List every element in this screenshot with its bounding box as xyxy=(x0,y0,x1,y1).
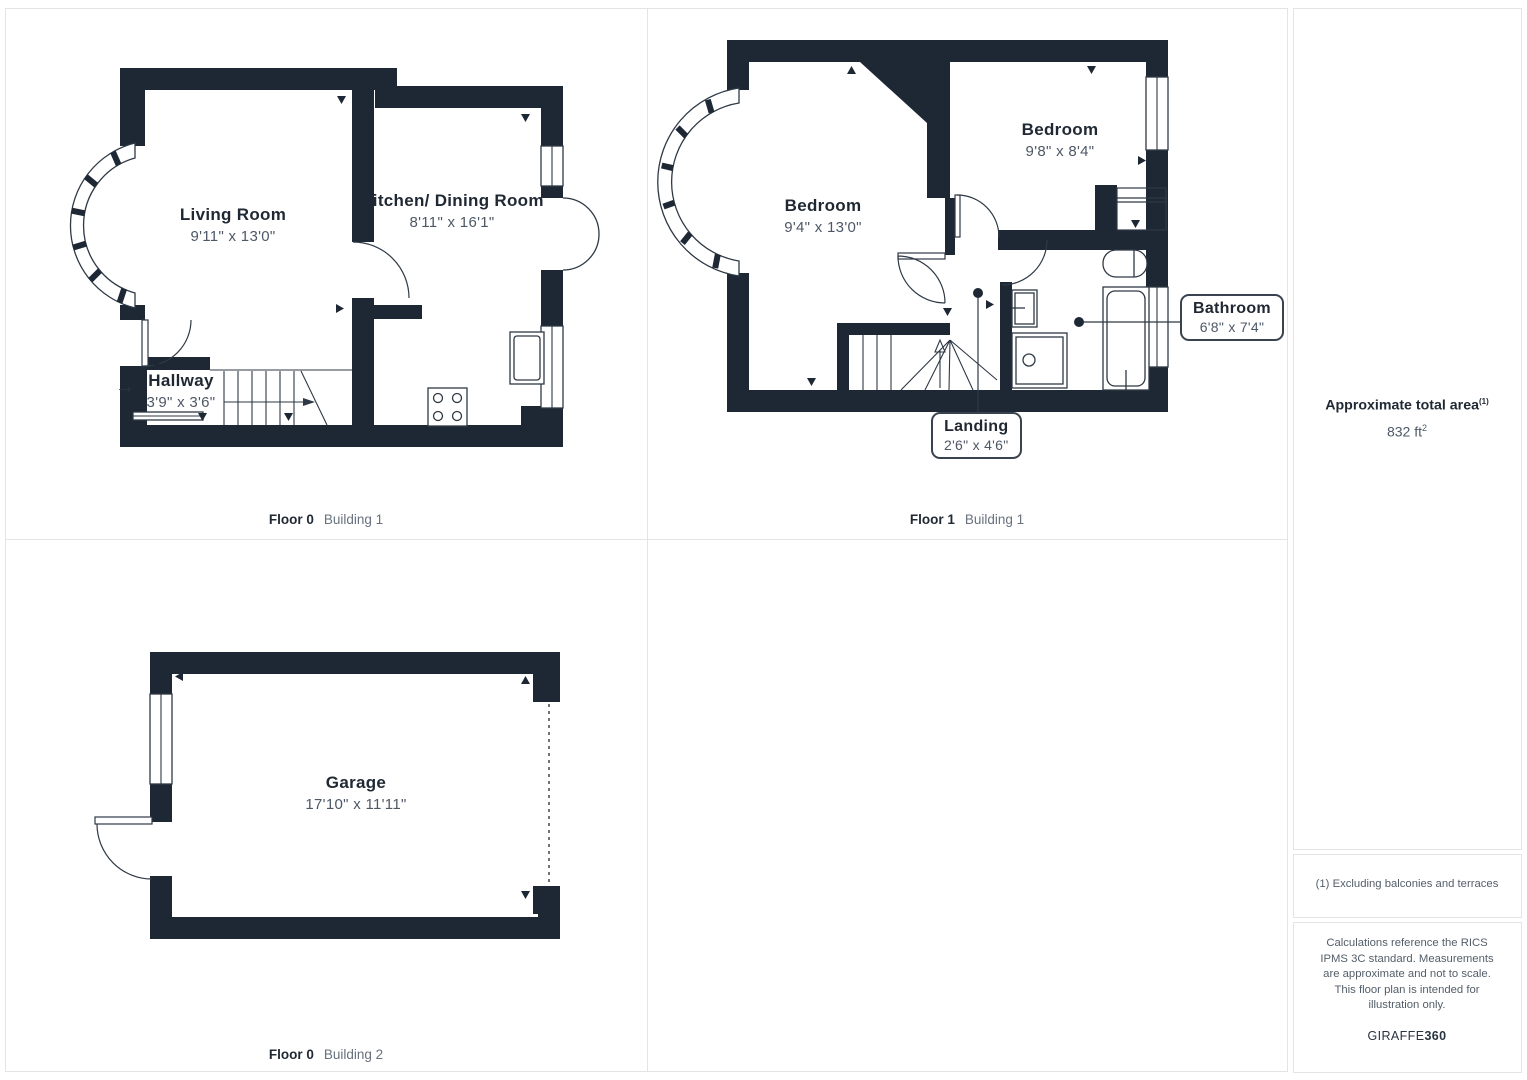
stove xyxy=(428,388,467,426)
entry-door-leaf xyxy=(142,320,148,366)
floor-label-floor0-building1: Floor 0 Building 1 xyxy=(268,512,384,527)
floor-label-floor1-building1: Floor 1 Building 1 xyxy=(909,512,1025,527)
bay-window xyxy=(70,143,135,308)
bedroom2-door-arc xyxy=(957,195,999,237)
kitchen-door-arc xyxy=(353,242,409,298)
giraffe360-logo: GIRAFFE360 xyxy=(1367,1029,1447,1043)
room-label-garage: Garage 17'10" x 11'11" xyxy=(305,773,407,813)
bay-window xyxy=(658,88,739,276)
total-area-block xyxy=(1293,397,1521,439)
bedroom1-door-arc xyxy=(898,256,945,303)
room-tag-bathroom: Bathroom 6'8" x 7'4" xyxy=(1180,294,1284,341)
entry-arrow-icon: → xyxy=(115,376,135,398)
toilet xyxy=(1103,250,1147,277)
floorplan-floor1-building1 xyxy=(647,8,1288,539)
area-footnote: (1) Excluding balconies and terraces xyxy=(1315,878,1499,890)
room-label-bedroom-2: Bedroom 9'8" x 8'4" xyxy=(1021,120,1099,160)
disclaimer-text: Calculations reference the RICS IPMS 3C standard. Measurements are approximate and not to scale. This floor plan is intended for illustration only. xyxy=(1320,937,1494,1011)
total-area-footnote-ref: (1) xyxy=(1478,397,1489,406)
room-label-kitchen-dining: Kitchen/ Dining Room 8'11" x 16'1" xyxy=(360,191,544,231)
floorplan-floor0-building1 xyxy=(5,8,647,539)
floor-label-floor0-building2: Floor 0 Building 2 xyxy=(268,1047,384,1062)
stairs xyxy=(863,335,997,390)
total-area-title: Approximate total area$^{(1)}$ xyxy=(1325,397,1489,414)
garage-side-door-leaf xyxy=(95,817,152,824)
total-area-value: 832 $ft^2$ xyxy=(1386,422,1428,440)
stairs xyxy=(210,370,352,425)
room-label-hallway: Hallway 3'9" x 3'6" xyxy=(146,371,216,411)
room-label-living-room: Living Room 9'11" x 13'0" xyxy=(179,205,287,245)
room-label-bedroom-1: Bedroom 9'4" x 13'0" xyxy=(784,196,862,236)
room-tag-landing: Landing 2'6" x 4'6" xyxy=(931,412,1022,459)
sink xyxy=(510,332,544,384)
french-doors xyxy=(563,198,599,270)
